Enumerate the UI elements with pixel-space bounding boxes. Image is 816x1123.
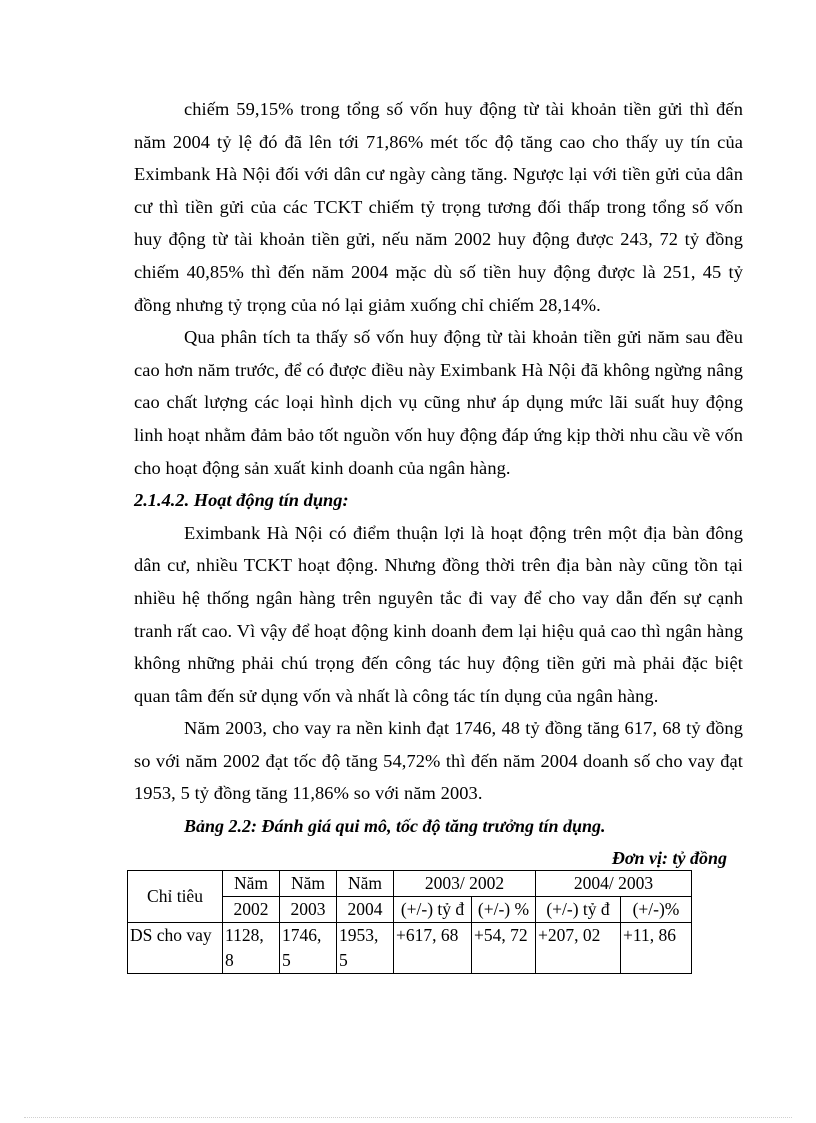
cell-indicator: DS cho vay [128,923,223,974]
header-compare-2003-2002: 2003/ 2002 [394,871,536,897]
header-year-2002-top: Năm [223,871,280,897]
table-unit-label: Đơn vị: tỷ đồng [611,848,727,869]
table-caption: Bảng 2.2: Đánh giá qui mô, tốc độ tăng trưởng tín dụng. [184,816,606,837]
cell-2003-line1: 1746, [282,925,322,945]
header-indicator: Chỉ tiêu [128,871,223,923]
header-year-2002-bottom: 2002 [223,897,280,923]
header-cmp1-abs: (+/-) tỷ đ [394,897,472,923]
header-year-2003-top: Năm [280,871,337,897]
cell-2002-line2: 8 [225,950,234,970]
cell-2004-line1: 1953, [339,925,379,945]
header-compare-2004-2003: 2004/ 2003 [536,871,692,897]
credit-growth-table [127,870,692,974]
cell-cmp2-abs: +207, 02 [536,923,621,974]
paragraph-deposit-share: chiếm 59,15% trong tổng số vốn huy động từ tài khoản tiền gửi thì đến năm 2004 tỷ lệ đó đã lên tới 71,86% mét tốc độ tăng cao cho thấy uy tín của Eximbank Hà Nội đối với dân cư ngày càng tăng. Ngược lại với tiền gửi của dân cư thì tiền gửi của các TCKT chiếm tỷ trọng tương đối thấp trong tổng số vốn huy động từ tài khoản tiền gửi, nếu năm 2002 huy động được 243, 72 tỷ đồng chiếm 40,85% thì đến năm 2004 mặc dù số tiền huy động được là 251, 45 tỷ đồng nhưng tỷ trọng của nó lại giảm xuống chỉ chiếm 28,14%. [134,99,743,315]
page-content [134,93,743,874]
header-year-2004-top: Năm [337,871,394,897]
cell-cmp1-pct: +54, 72 [472,923,536,974]
paragraph-deposit-analysis: Qua phân tích ta thấy số vốn huy động từ tài khoản tiền gửi năm sau đều cao hơn năm trước, để có được điều này Eximbank Hà Nội đã không ngừng nâng cao chất lượng các loại hình dịch vụ cũng như áp dụng mức lãi suất huy động linh hoạt nhằm đảm bảo tốt nguồn vốn huy động đáp ứng kịp thời nhu cầu về vốn cho hoạt động sản xuất kinh doanh của ngân hàng. [134,327,743,478]
paragraph-credit-context: Eximbank Hà Nội có điểm thuận lợi là hoạt động trên một địa bàn đông dân cư, nhiều TCKT hoạt động. Nhưng đồng thời trên địa bàn này cũng tồn tại nhiều hệ thống ngân hàng trên nguyên tắc đi vay để cho vay dẫn đến sự cạnh tranh rất cao. Vì vậy để hoạt động kinh doanh đem lại hiệu quả cao thì ngân hàng không những phải chú trọng đến công tác huy động tiền gửi mà phải đặc biệt quan tâm đến sử dụng vốn và nhất là công tác tín dụng của ngân hàng. [134,522,743,706]
header-year-2004-bottom: 2004 [337,897,394,923]
cell-2004-line2: 5 [339,950,348,970]
cell-2002-line1: 1128, [225,925,264,945]
header-year-2003-bottom: 2003 [280,897,337,923]
table-header-row [128,871,692,897]
section-heading-credit: 2.1.4.2. Hoạt động tín dụng: [134,490,349,511]
table-row [128,923,692,974]
cell-2003 [280,923,337,974]
header-cmp2-pct: (+/-)% [621,897,692,923]
page-bottom-divider [24,1117,792,1118]
cell-2004 [337,923,394,974]
cell-cmp2-pct: +11, 86 [621,923,692,974]
cell-cmp1-abs: +617, 68 [394,923,472,974]
cell-2002 [223,923,280,974]
header-cmp1-pct: (+/-) % [472,897,536,923]
cell-2003-line2: 5 [282,950,291,970]
paragraph-credit-figures: Năm 2003, cho vay ra nền kinh đạt 1746, 48 tỷ đồng tăng 617, 68 tỷ đồng so với năm 2002 đạt tốc độ tăng 54,72% thì đến năm 2004 doanh số cho vay đạt 1953, 5 tỷ đồng tăng 11,86% so với năm 2003. [134,718,743,804]
header-cmp2-abs: (+/-) tỷ đ [536,897,621,923]
